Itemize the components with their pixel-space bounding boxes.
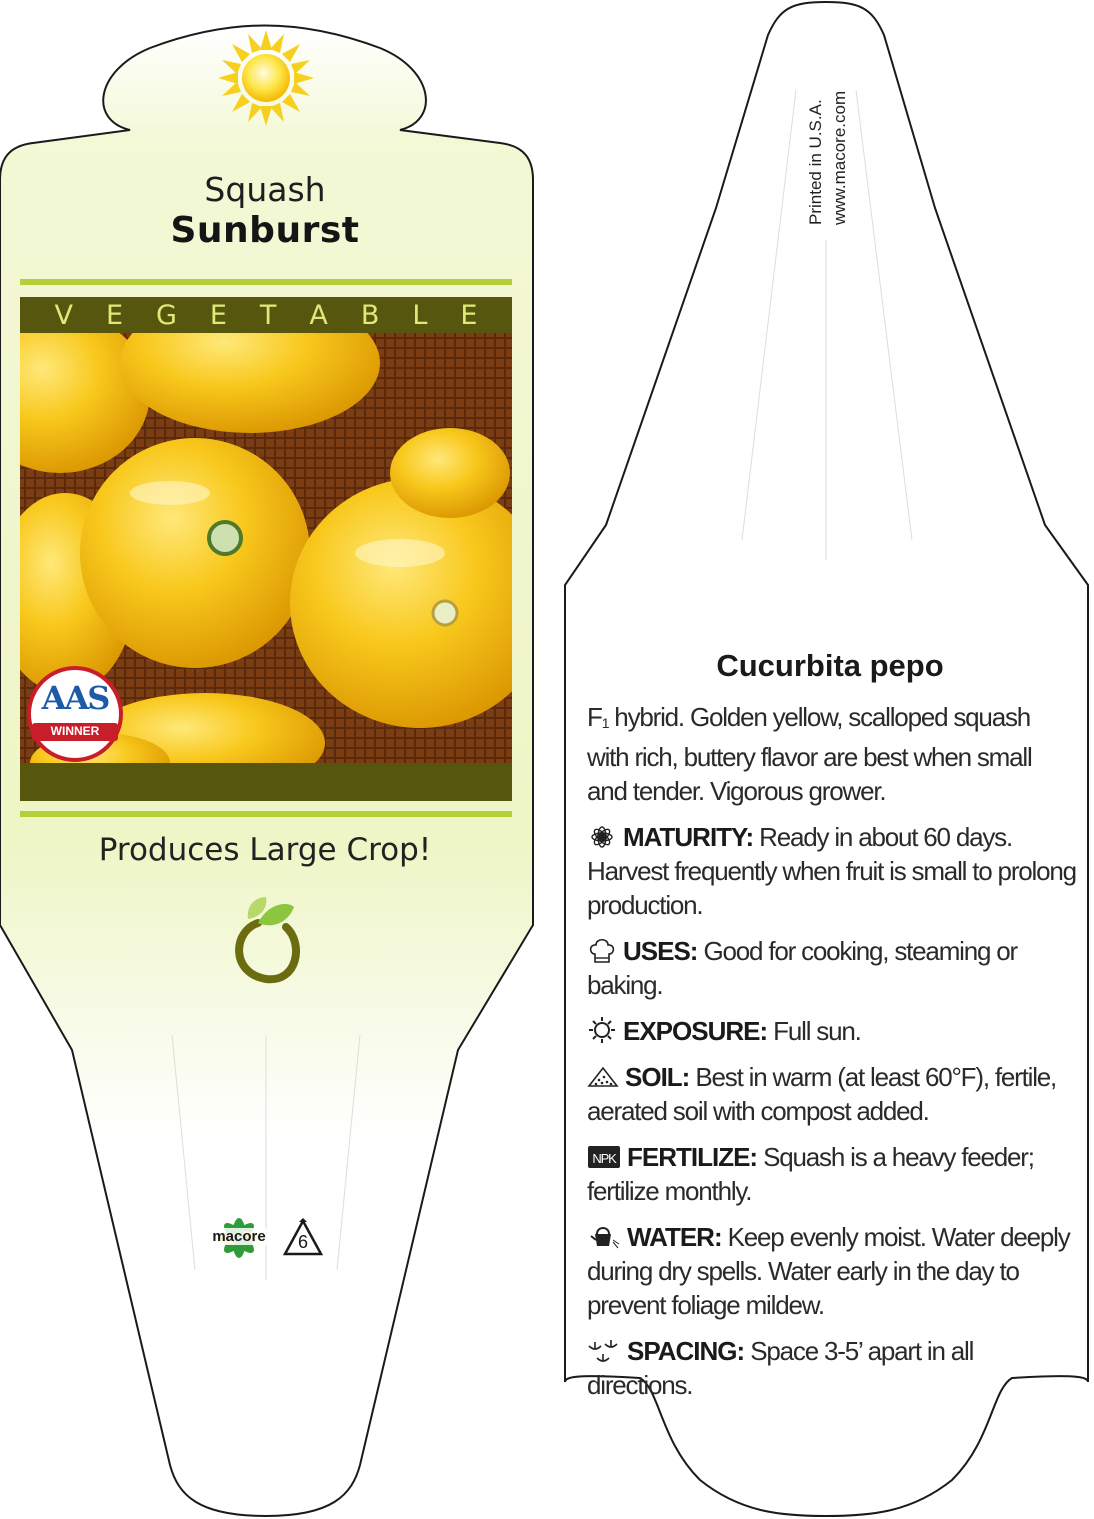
printed-in: Printed in U.S.A. (806, 99, 825, 225)
spacing-text: Space 3-5’ apart in all directions. (587, 1336, 974, 1400)
band-letter: G (155, 299, 177, 331)
tagline: Produces Large Crop! (98, 832, 432, 868)
category-band (20, 297, 512, 333)
scientific-name: Cucurbita pepo (716, 648, 944, 683)
aas-winner-badge (26, 665, 124, 763)
water-section (587, 1220, 1077, 1322)
spacing-label: SPACING: (627, 1336, 745, 1366)
sun-outline-icon (587, 1016, 617, 1044)
maturity-section (587, 820, 1077, 922)
aas-winner-label: WINNER (50, 724, 100, 738)
intro-subscript: 1 (601, 715, 609, 731)
exposure-section (587, 1014, 1077, 1048)
svg-text:NPK: NPK (592, 1151, 616, 1166)
uses-label: USES: (623, 936, 698, 966)
recycle-icon (282, 1218, 324, 1258)
band-letter: B (360, 299, 380, 331)
soil-section (587, 1060, 1077, 1128)
band-letter: E (105, 299, 123, 331)
printed-in-label-block (805, 60, 851, 240)
soil-label: SOIL: (625, 1062, 690, 1092)
watering-can-icon (587, 1222, 621, 1250)
uses-text: Good for cooking, steaming or baking. (587, 936, 1017, 1000)
band-letter: V (54, 299, 73, 331)
band-letter: E (460, 299, 478, 331)
maturity-text: Ready in about 60 days. Harvest frequently when fruit is small to prolong production. (587, 822, 1076, 920)
fertilize-label: FERTILIZE: (627, 1142, 758, 1172)
variety-name: Sunburst (170, 210, 360, 251)
band-letter: L (412, 299, 428, 331)
exposure-label: EXPOSURE: (623, 1016, 768, 1046)
macore-logo (205, 1208, 273, 1268)
water-text: Keep evenly moist. Water deeply during dry spells. Water early in the day to prevent foliage mildew. (587, 1222, 1070, 1320)
website: www.macore.com (830, 90, 849, 225)
exposure-text: Full sun. (767, 1016, 861, 1046)
spacing-icon (587, 1338, 621, 1364)
intro-text: hybrid. Golden yellow, scalloped squash with rich, buttery flavor are best when small and tender. Vigorous grower. (587, 702, 1032, 806)
fertilize-text: Squash is a heavy feeder; fertilize monthly. (587, 1142, 1034, 1206)
leaf-swirl-logo (228, 893, 304, 985)
recycle-number: 6 (297, 1232, 308, 1252)
sun-icon (213, 28, 319, 128)
spacing-section (587, 1334, 1077, 1402)
bottom-band (20, 763, 512, 801)
soil-text: Best in warm (at least 60°F), fertile, aerated soil with compost added. (587, 1062, 1057, 1126)
intro-prefix: F (587, 702, 602, 732)
band-letter: E (209, 299, 227, 331)
front-tag (0, 0, 533, 1519)
band-letter: A (309, 299, 328, 331)
npk-icon (587, 1144, 621, 1170)
chef-hat-icon (587, 936, 617, 964)
soil-icon (587, 1064, 619, 1090)
maturity-label: MATURITY: (623, 822, 754, 852)
fertilize-section (587, 1140, 1077, 1208)
uses-section (587, 934, 1077, 1002)
plant-description (587, 700, 1077, 1414)
aas-letters: AAS (41, 679, 109, 717)
common-name: Squash (204, 170, 326, 209)
macore-wordmark: macore (205, 1228, 273, 1245)
flower-icon (587, 824, 617, 850)
water-label: WATER: (627, 1222, 722, 1252)
band-letter: T (259, 299, 277, 331)
intro-paragraph (587, 700, 1077, 808)
